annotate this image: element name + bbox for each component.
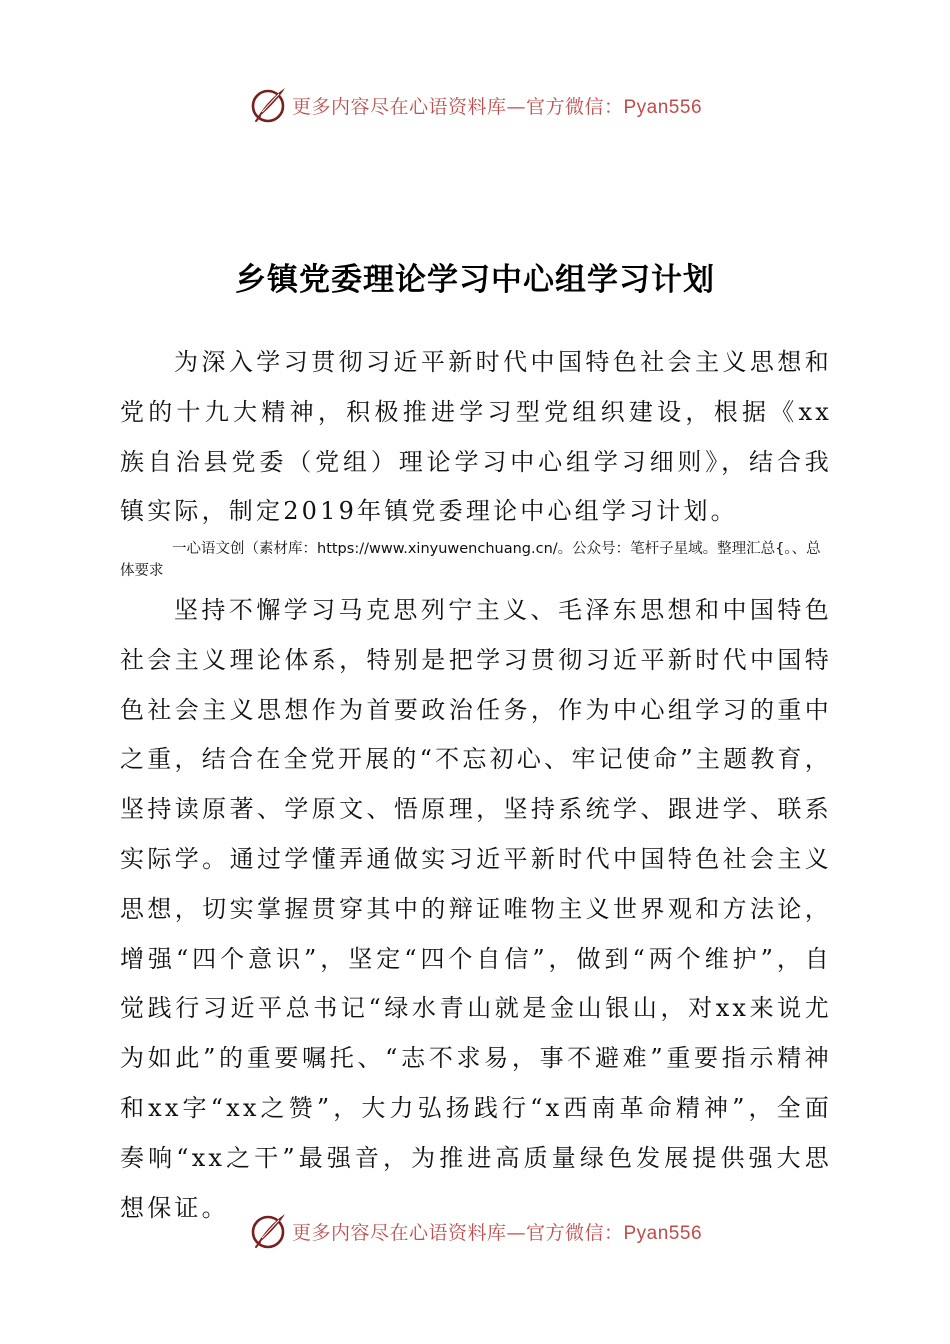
- source-note: 一心语文创（素材库：https://www.xinyuwenchuang.cn/。公众号：笔杆子星域。整理汇总{。、总体要求: [120, 541, 821, 579]
- quill-pen-logo-icon: [248, 1211, 288, 1251]
- document-title: 乡镇党委理论学习中心组学习计划: [235, 262, 715, 298]
- watermark-wechat-id: Pyan556: [623, 96, 703, 118]
- intro-paragraph: 为深入学习贯彻习近平新时代中国特色社会主义思想和党的十九大精神，积极推进学习型党组织建设，根据《xx族自治县党委（党组）理论学习中心组学习细则》，结合我镇实际，制定2019年镇党委理论中心组学习计划。: [120, 348, 832, 526]
- watermark-text: 更多内容尽在心语资料库—官方微信：Pyan556: [291, 1221, 703, 1244]
- quill-pen-logo-icon: [248, 85, 288, 125]
- requirements-paragraph: 坚持不懈学习马克思列宁主义、毛泽东思想和中国特色社会主义理论体系，特别是把学习贯彻习近平新时代中国特色社会主义思想作为首要政治任务，作为中心组学习的重中之重，结合在全党开展的“不忘初心、牢记使命”主题教育，坚持读原著、学原文、悟原理，坚持系统学、跟进学、联系实际学。通过学懂弄通做实习近平新时代中国特色社会主义思想，切实掌握贯穿其中的辩证唯物主义世界观和方法论，增强“四个意识”，坚定“四个自信”，做到“两个维护”，自觉践行习近平总书记“绿水青山就是金山银山，对xx来说尤为如此”的重要嘱托、“志不求易，事不避难”重要指示精神和xx字“xx之赞”，大力弘扬践行“x西南革命精神”，全面奏响“xx之干”最强音，为推进高质量绿色发展提供强大思想保证。: [120, 596, 832, 1222]
- header-watermark: [0, 80, 950, 130]
- watermark-wechat-id: Pyan556: [623, 1222, 703, 1244]
- watermark-text: 更多内容尽在心语资料库—官方微信：Pyan556: [291, 95, 703, 118]
- footer-watermark: [0, 1206, 950, 1256]
